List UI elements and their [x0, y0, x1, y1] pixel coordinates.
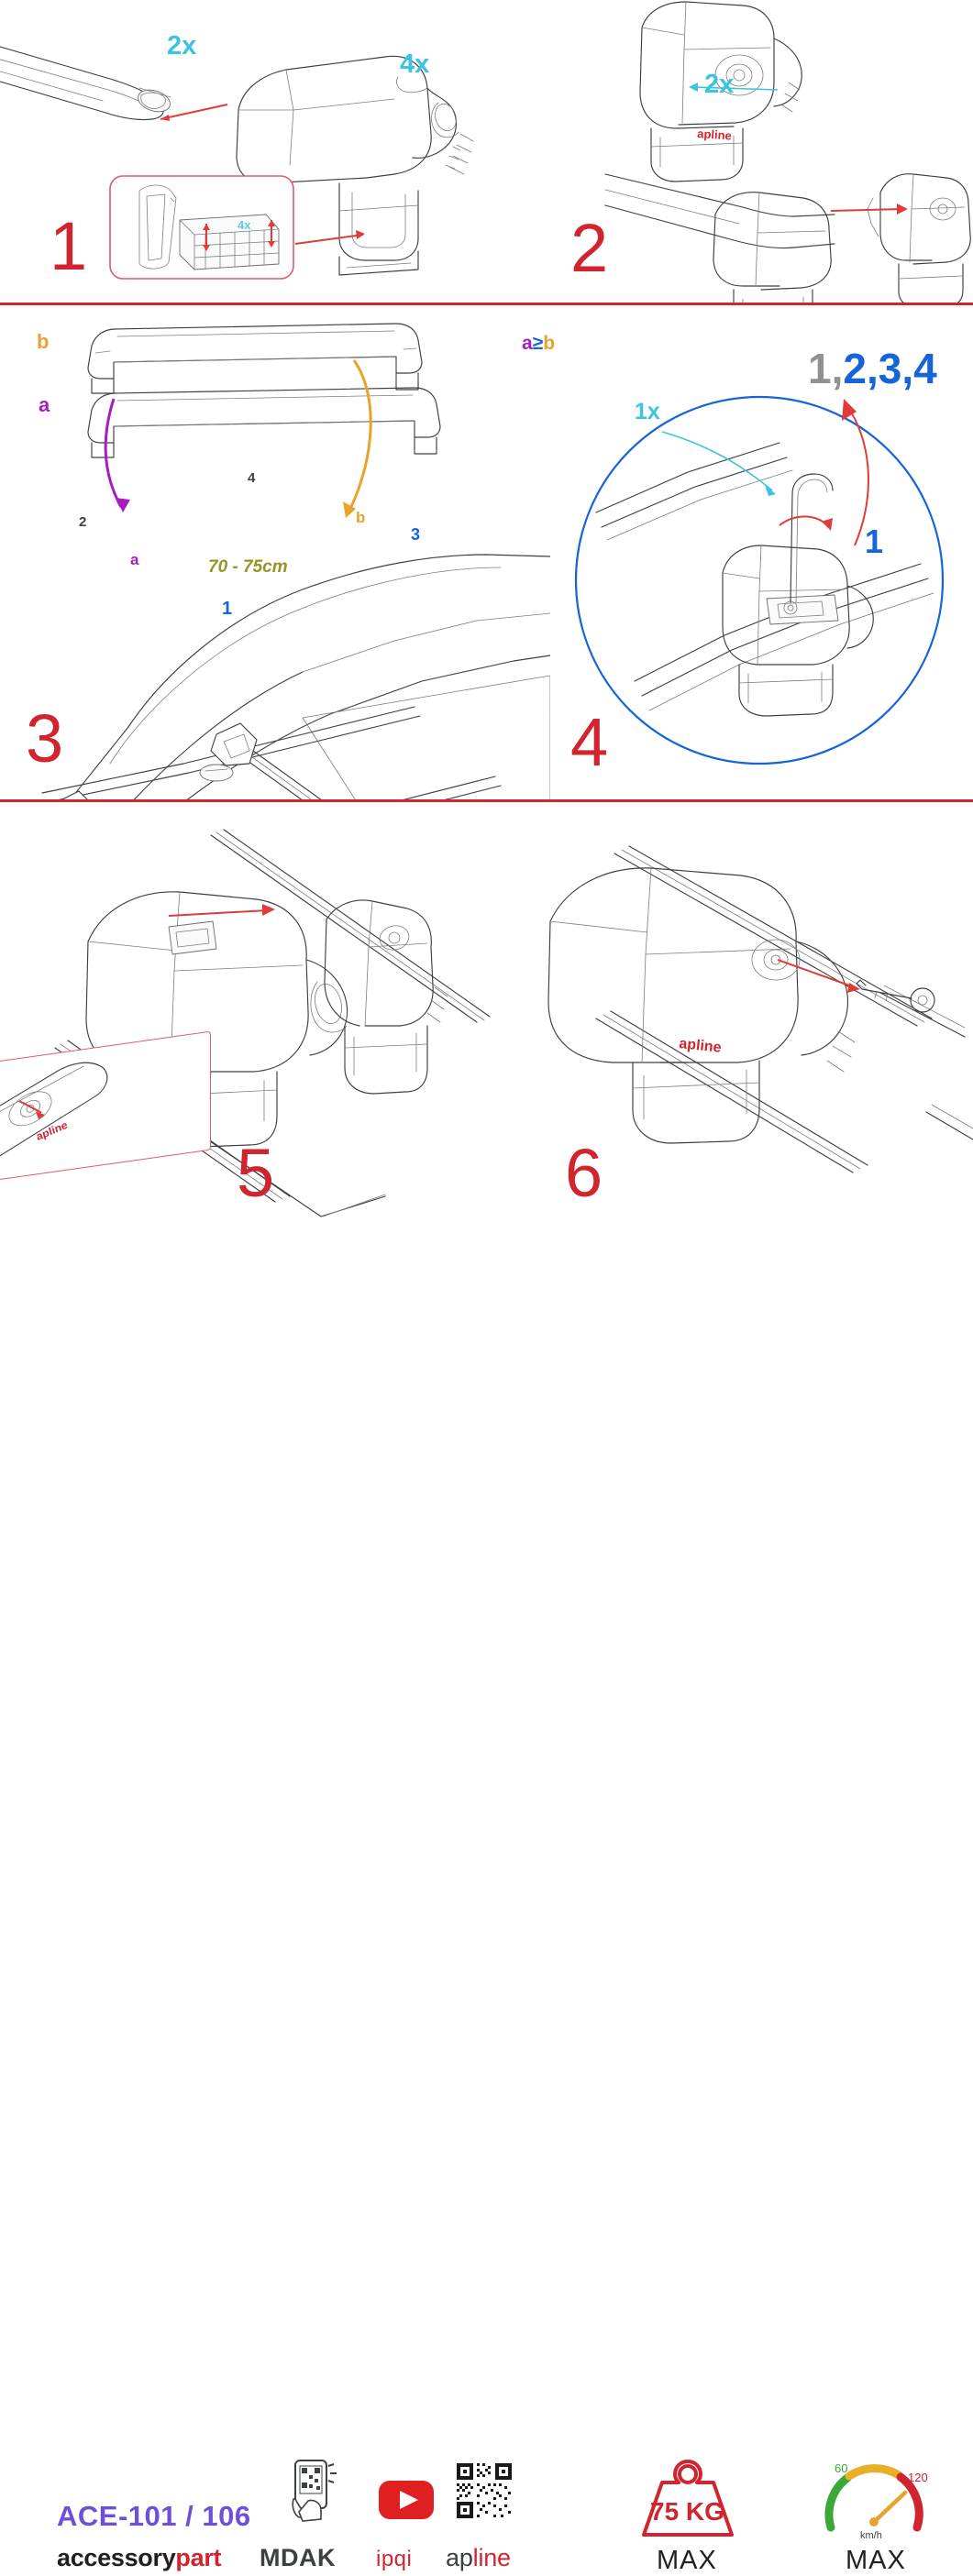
condition-b: b — [543, 333, 556, 354]
step-2-qty-2x: 2x — [704, 70, 735, 99]
step-3-roof-a-label: a — [130, 551, 139, 568]
step-4-condition — [522, 333, 555, 355]
step-3-marker-1: 1 — [222, 599, 233, 619]
step-4-order-1: 1 — [865, 523, 884, 560]
brand-logo — [57, 2544, 221, 2572]
svg-text:apline: apline — [34, 1117, 70, 1143]
speed-max-label: MAX — [846, 2546, 906, 2575]
mdak-logo: MDAK — [260, 2544, 336, 2571]
brand-part-1: accessory — [57, 2544, 176, 2571]
step-3-bar-a-label: a — [39, 393, 50, 416]
brand-part-2: part — [175, 2544, 222, 2571]
youtube-icon[interactable] — [378, 2480, 435, 2520]
step-4-sequence — [808, 344, 937, 393]
step-3-bar-b-label: b — [37, 330, 50, 353]
step-3-distance-label: 70 - 75cm — [208, 557, 288, 577]
apline-part-1: ap — [446, 2544, 473, 2571]
apline-logo — [446, 2544, 511, 2572]
step-5-number: 5 — [237, 1135, 273, 1211]
step-5-panel — [0, 802, 495, 1242]
step-1-qty-4x: 4x — [400, 50, 430, 79]
step-4-qty-1x: 1x — [635, 399, 660, 424]
qr-code-icon — [455, 2461, 514, 2520]
step-3-marker-2: 2 — [79, 514, 87, 530]
step-3-panel — [0, 305, 550, 799]
footer — [0, 1242, 973, 2575]
svg-text:km/h: km/h — [860, 2530, 882, 2541]
ipqi-logo: ipqi — [376, 2547, 413, 2571]
step-1-qty-2x: 2x — [167, 31, 197, 61]
weight-value: 75 KG — [650, 2497, 724, 2526]
svg-text:120: 120 — [908, 2471, 928, 2484]
phone-scan-icon — [290, 2459, 352, 2525]
step-2-number: 2 — [570, 210, 607, 286]
step-6-panel — [495, 802, 973, 1242]
apline-part-2: line — [472, 2544, 511, 2571]
step-1-inset-qty-4x: 4x — [238, 218, 251, 232]
weight-max-label: MAX — [657, 2546, 717, 2575]
step-3-marker-4: 4 — [248, 470, 256, 486]
step-3-illustration — [0, 305, 550, 799]
svg-text:60: 60 — [835, 2461, 848, 2475]
step-4-panel — [522, 305, 973, 799]
step-3-marker-3: 3 — [411, 525, 421, 544]
condition-a: a — [522, 333, 533, 354]
step-2-illustration — [550, 0, 973, 303]
product-code: ACE-101 / 106 — [57, 2500, 251, 2532]
step-3-roof-b-label: b — [356, 509, 366, 526]
svg-text:apline: apline — [678, 1036, 723, 1056]
step-3-number: 3 — [26, 700, 62, 776]
step-1-number: 1 — [50, 208, 86, 284]
svg-text:apline: apline — [696, 127, 733, 143]
speedometer-icon — [816, 2450, 934, 2544]
step-6-number: 6 — [565, 1135, 602, 1211]
sequence-first: 1, — [808, 345, 844, 392]
step-1-panel — [0, 0, 550, 303]
sequence-rest: 2,3,4 — [843, 345, 937, 392]
step-2-panel — [550, 0, 973, 303]
condition-op: ≥ — [532, 333, 544, 354]
step-4-number: 4 — [570, 704, 607, 780]
